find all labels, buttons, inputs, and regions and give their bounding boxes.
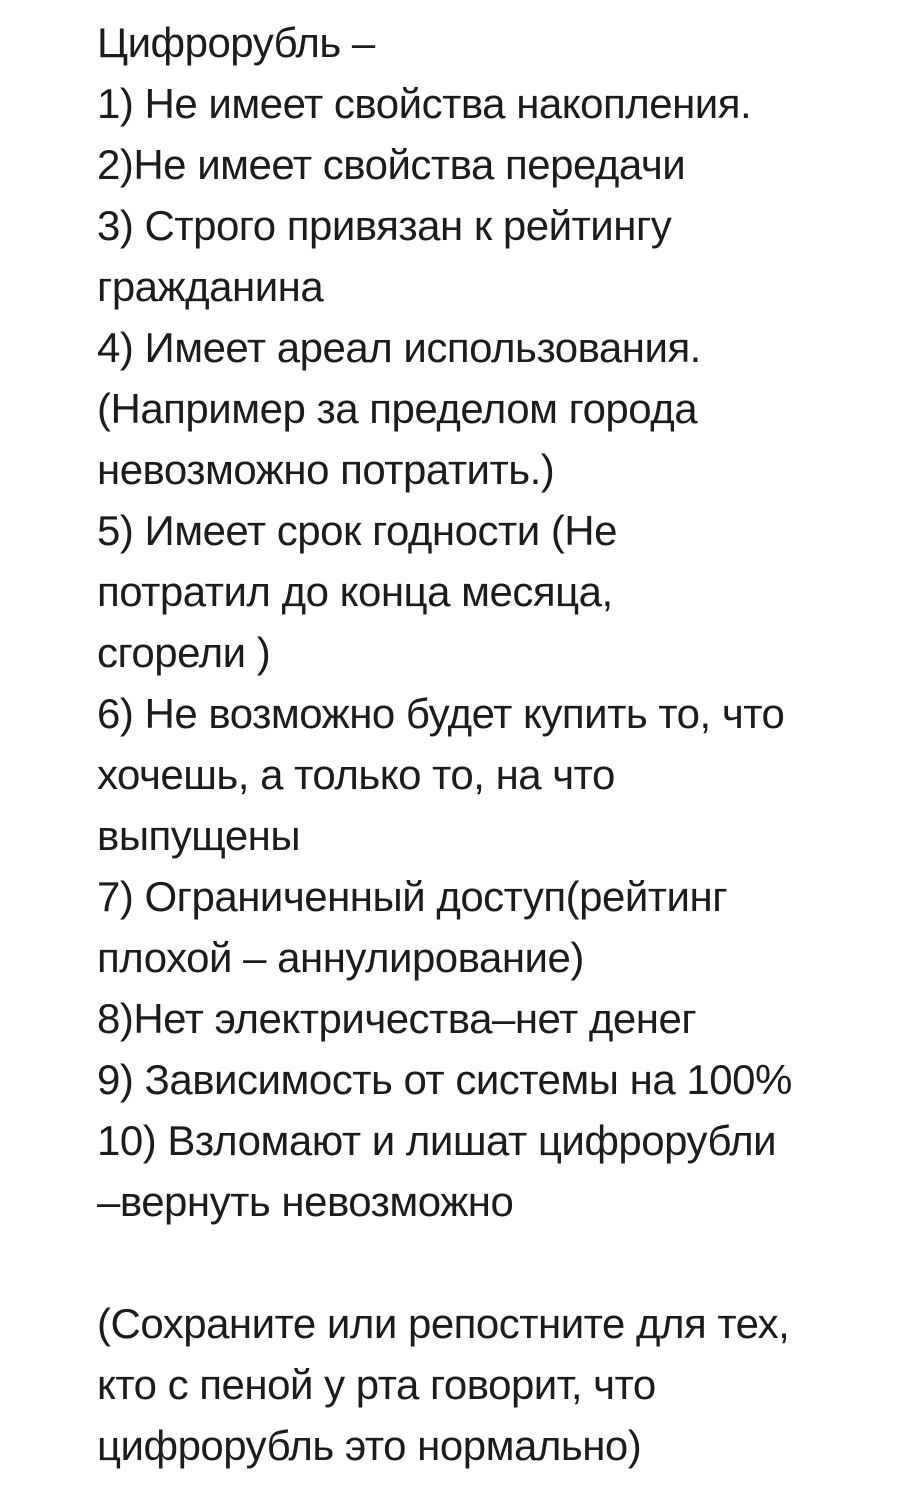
text-line: потратил до конца месяца, bbox=[97, 568, 613, 615]
text-line: 7) Ограниченный доступ(рейтинг bbox=[97, 873, 728, 920]
text-line: хочешь, а только то, на что bbox=[97, 751, 615, 798]
text-line: (Например за пределом города bbox=[97, 385, 698, 432]
text-line: выпущены bbox=[97, 812, 301, 859]
text-line: цифрорубль это нормально) bbox=[97, 1422, 642, 1469]
text-line: гражданина bbox=[97, 263, 324, 310]
text-line: кто с пеной у рта говорит, что bbox=[97, 1361, 656, 1408]
text-line: 9) Зависимость от системы на 100% bbox=[97, 1056, 792, 1103]
text-line: (Сохраните или репостните для тех, bbox=[97, 1300, 790, 1347]
text-line: 3) Строго привязан к рейтингу bbox=[97, 202, 672, 249]
text-line: 2)Не имеет свойства передачи bbox=[97, 141, 686, 188]
text-line: 8)Нет электричества–нет денег bbox=[97, 995, 697, 1042]
text-line bbox=[97, 1232, 902, 1293]
text-line: 10) Взломают и лишат цифрорубли bbox=[97, 1117, 777, 1164]
text-line: плохой – аннулирование) bbox=[97, 934, 584, 981]
text-line: 4) Имеет ареал использования. bbox=[97, 324, 701, 371]
text-line: 5) Имеет срок годности (Не bbox=[97, 507, 617, 554]
text-line: Цифрорубль – bbox=[97, 19, 375, 66]
text-line: сгорели ) bbox=[97, 629, 271, 676]
text-line: 1) Не имеет свойства накопления. bbox=[97, 80, 752, 127]
text-line: 6) Не возможно будет купить то, что bbox=[97, 690, 785, 737]
text-line: невозможно потратить.) bbox=[97, 446, 555, 493]
text-line: –вернуть невозможно bbox=[97, 1178, 514, 1225]
